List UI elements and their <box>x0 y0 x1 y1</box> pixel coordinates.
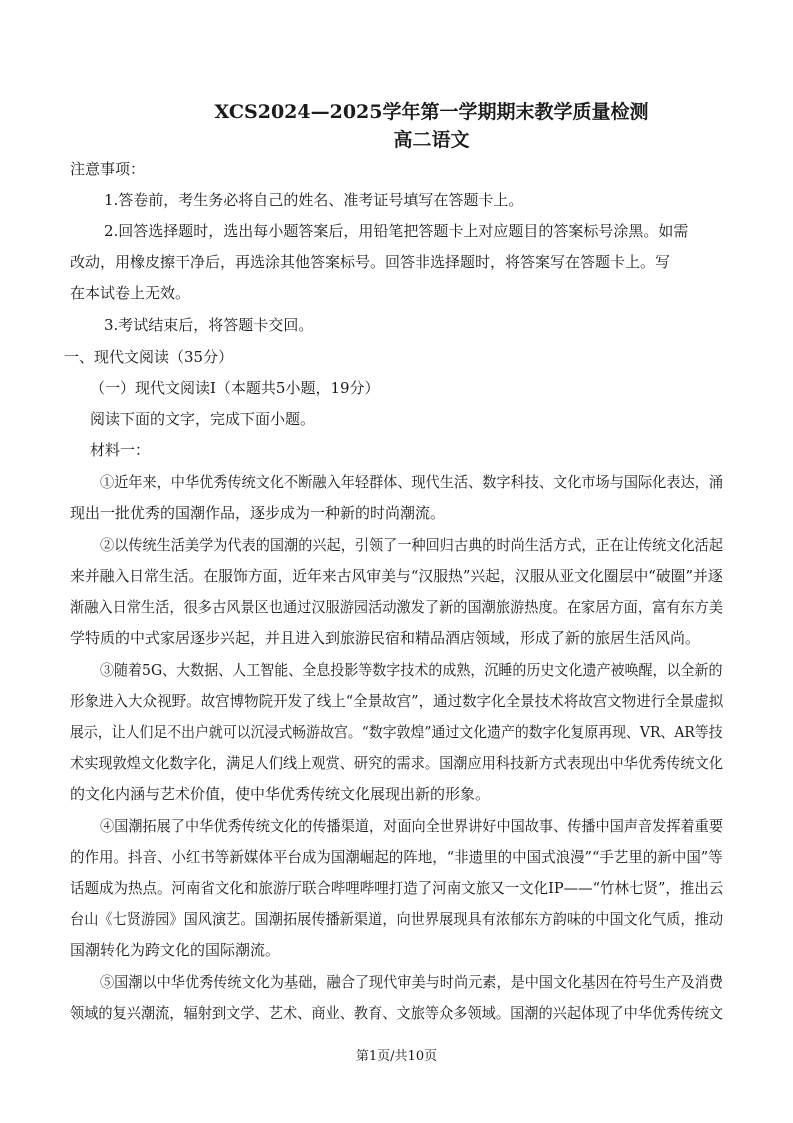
notice-item-3: 3.考试结束后，将答题卡交回。 <box>104 316 314 334</box>
notice-item-2-line-2: 改动，用橡皮擦干净后，再选涂其他答案标号。回答非选择题时，将答案写在答题卡上。写 <box>70 253 671 271</box>
paragraph-3-line-4: 术实现敦煌文化数字化，满足人们线上观赏、研究的需求。国潮应用科技新方式表现出中华优秀传统文化 <box>70 754 724 772</box>
notice-item-1: 1.答卷前，考生务必将自己的姓名、准考证号填写在答题卡上。 <box>104 191 524 209</box>
paragraph-4-line-5: 国潮转化为跨文化的国际潮流。 <box>70 941 281 959</box>
paragraph-4-line-3: 话题成为热点。河南省文化和旅游厅联合哔哩哔哩打造了河南文旅又一文化IP——“竹林七贤”，推出云 <box>70 879 724 897</box>
paragraph-2-line-4: 学特质的中式家居逐步兴起，并且进入到旅游民宿和精品酒店领域，形成了新的旅居生活风尚。 <box>70 629 701 647</box>
notice-heading: 注意事项： <box>70 160 146 178</box>
paragraph-2-line-2: 来并融入日常生活。在服饰方面，近年来古风审美与“汉服热”兴起，汉服从亚文化圈层中“破圈”并逐 <box>70 567 723 585</box>
paragraph-4-line-1: ④国潮拓展了中华优秀传统文化的传播渠道，对面向全世界讲好中国故事、传播中国声音发挥着重要 <box>100 817 723 835</box>
page-number: 第1页/共10页 <box>355 1049 438 1064</box>
paragraph-5-line-2: 领域的复兴潮流，辐射到文学、艺术、商业、教育、文旅等众多领域。国潮的兴起体现了中华优秀传统文 <box>70 1004 724 1022</box>
section-heading: 一、现代文阅读（35分） <box>64 348 234 366</box>
paragraph-5-line-1: ⑤国潮以中华优秀传统文化为基础，融合了现代审美与时尚元素，是中国文化基因在符号生产及消费 <box>100 973 723 991</box>
paragraph-3-line-5: 的文化内涵与艺术价值，使中华优秀传统文化展现出新的形象。 <box>70 785 491 803</box>
notice-item-2-line-1: 2.回答选择题时，选出每小题答案后，用铅笔把答题卡上对应题目的答案标号涂黑。如需 <box>104 222 689 240</box>
paragraph-1-line-2: 现出一批优秀的国潮作品，逐步成为一种新的时尚潮流。 <box>70 504 446 522</box>
paragraph-1-line-1: ①近年来，中华优秀传统文化不断融入年轻群体、现代生活、数字科技、文化市场与国际化表达，涌 <box>100 473 723 491</box>
reading-instruction: 阅读下面的文字，完成下面小题。 <box>90 410 316 428</box>
paragraph-4-line-2: 的作用。抖音、小红书等新媒体平台成为国潮崛起的阵地，“非遗里的中国式浪漫”“手艺里的新中国”等 <box>70 848 723 866</box>
subsection-heading: （一）现代文阅读Ⅰ（本题共5小题，19分） <box>90 379 380 397</box>
material-label: 材料一： <box>90 441 151 459</box>
exam-title: XCS2024—2025学年第一学期期末教学质量检测 <box>214 101 649 123</box>
notice-item-2-line-3: 在本试卷上无效。 <box>70 284 191 302</box>
paragraph-3-line-2: 形象进入大众视野。故宫博物院开发了线上“全景故宫”，通过数字化全景技术将故宫文物进行全景虚拟 <box>70 692 724 710</box>
paragraph-2-line-1: ②以传统生活美学为代表的国潮的兴起，引领了一种回归古典的时尚生活方式，正在让传统文化活起 <box>100 536 723 554</box>
exam-subject: 高二语文 <box>393 129 470 151</box>
paragraph-3-line-1: ③随着5G、大数据、人工智能、全息投影等数字技术的成熟，沉睡的历史文化遗产被唤醒，以全新的 <box>100 661 723 679</box>
paragraph-4-line-4: 台山《七贤游园》国风演艺。国潮拓展传播新渠道，向世界展现具有浓郁东方韵味的中国文化气质，推动 <box>70 910 724 928</box>
paragraph-2-line-3: 渐融入日常生活，很多古风景区也通过汉服游园活动激发了新的国潮旅游热度。在家居方面，富有东方美 <box>70 598 724 616</box>
paragraph-3-line-3: 展示，让人们足不出户就可以沉浸式畅游故宫。“数字敦煌”通过文化遗产的数字化复原再现、VR、AR等技 <box>70 723 723 741</box>
